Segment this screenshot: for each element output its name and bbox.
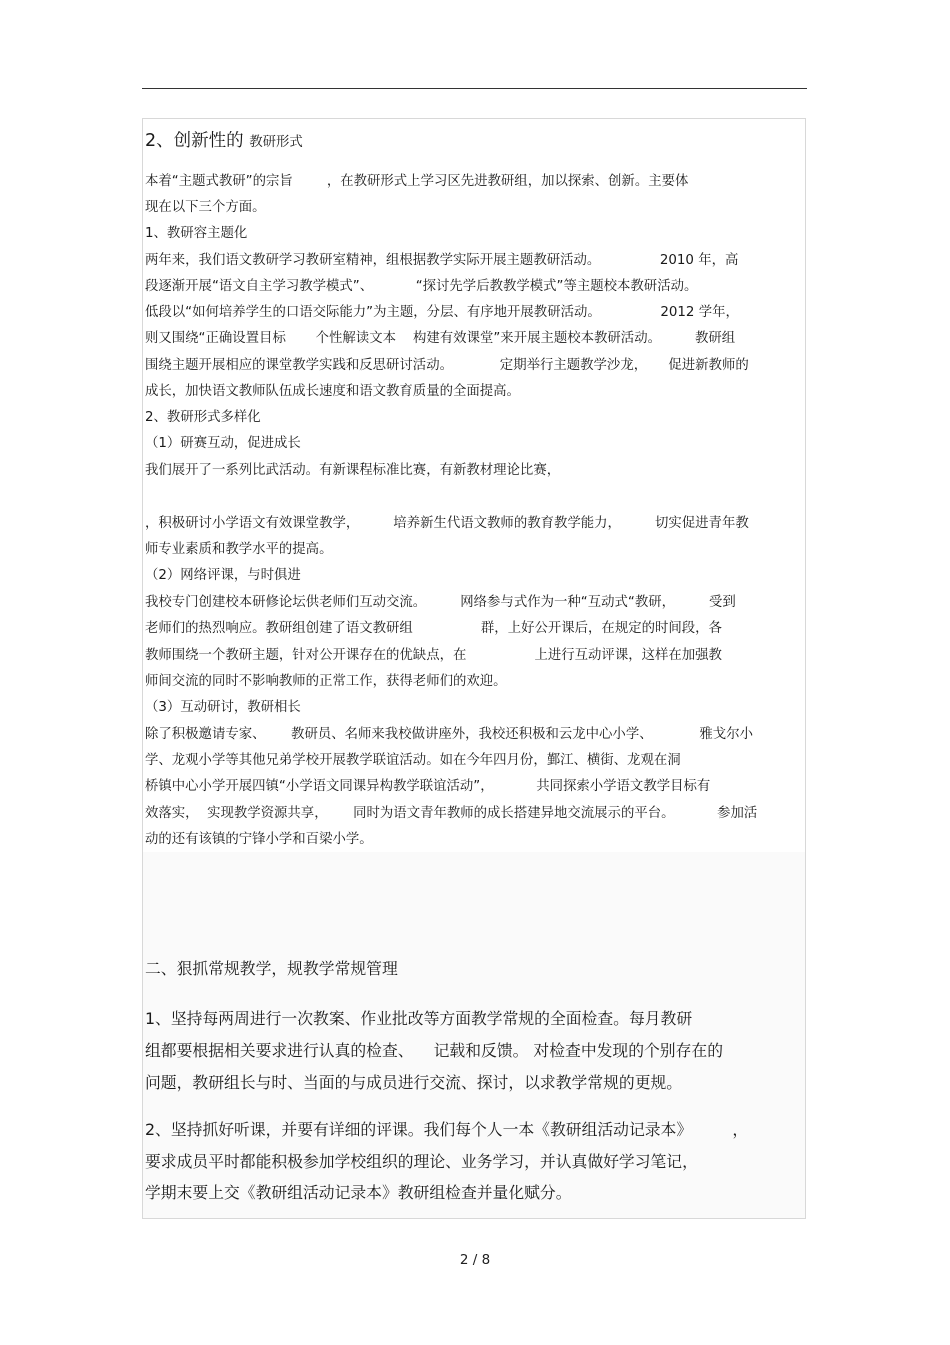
text-line: 教师围绕一个教研主题，针对公开课存在的优缺点，在 上进行互动评课，这样在加强教 <box>145 648 722 663</box>
text-line: 1、坚持每两周进行一次教案、作业批改等方面教学常规的全面检查。每月教研 <box>145 1009 693 1028</box>
text-line: 动的还有该镇的宁锋小学和百梁小学。 <box>145 832 373 847</box>
text-line: 两年来，我们语文教研学习教研室精神，组根据教学实际开展主题教研活动。 2010 年，高 <box>145 253 739 268</box>
text-line: 本着“主题式教研”的宗旨 ，在教研形式上学习区先进教研组，加以探索、创新。主要体 <box>145 174 689 189</box>
text-line: 师专业素质和教学水平的提高。 <box>145 542 333 557</box>
text-line: 问题，教研组长与时、当面的与成员进行交流、探讨，以求教学常规的更规。 <box>145 1073 683 1092</box>
text-line: 学、龙观小学等其他兄弟学校开展教学联谊活动。如在今年四月份，鄞江、横街、龙观在洞 <box>145 753 681 768</box>
text-line: 2、坚持抓好听课，并要有详细的评课。我们每个人一本《教研组活动记录本》 ， <box>145 1120 749 1139</box>
text-line: 组都要根据相关要求进行认真的检查、 记载和反馈。 对检查中发现的个别存在的 <box>145 1041 723 1060</box>
text-line: 段逐渐开展“语文自主学习教学模式”、 “探讨先学后教教学模式”等主题校本教研活动。 <box>145 279 698 294</box>
text-line: 老师们的热烈响应。教研组创建了语文教研组 群，上好公开课后，在规定的时间段，各 <box>145 621 722 636</box>
subheading: （2）网络评课，与时俱进 <box>145 568 301 583</box>
text-line: 桥镇中心小学开展四镇“小学语文同课异构教学联谊活动”， 共同探索小学语文教学目标有 <box>145 779 711 794</box>
subheading: 1、教研容主题化 <box>145 226 248 241</box>
text-line: 我们展开了一系列比武活动。有新课程标准比赛，有新教材理论比赛， <box>145 463 561 478</box>
text-line: 除了积极邀请专家、 教研员、名师来我校做讲座外，我校还积极和云龙中心小学、 雅戈尔小 <box>145 727 753 742</box>
header-rule <box>142 88 807 89</box>
text-line: 则又围绕“正确设置目标 个性解读文本 构建有效课堂”来开展主题校本教研活动。 教研组 <box>145 331 736 346</box>
text-line: 学期末要上交《教研组活动记录本》教研组检查并量化赋分。 <box>145 1183 572 1202</box>
page-number: 2 / 8 <box>459 1252 491 1268</box>
section-title: 二、狠抓常规教学，规教学常规管理 <box>145 959 398 978</box>
text-line: ，积极研讨小学语文有效课堂教学， 培养新生代语文教师的教育教学能力， 切实促进青年教 <box>145 516 749 531</box>
text-line: 现在以下三个方面。 <box>145 200 266 215</box>
text-line: 要求成员平时都能积极参加学校组织的理论、业务学习，并认真做好学习笔记， <box>145 1152 698 1171</box>
text-line: 围绕主题开展相应的课堂教学实践和反思研讨活动。 定期举行主题教学沙龙， 促进新教师的 <box>145 358 749 373</box>
text-line: 师间交流的同时不影响教师的正常工作，获得老师们的欢迎。 <box>145 674 507 689</box>
text-line: 成长，加快语文教师队伍成长速度和语文教育质量的全面提高。 <box>145 384 520 399</box>
text-line: 我校专门创建校本研修论坛供老师们互动交流。 网络参与式作为一种“互动式“教研， 受到 <box>145 595 736 610</box>
text-line: 效落实， 实现教学资源共享， 同时为语文青年教师的成长搭建异地交流展示的平台。 参加活 <box>145 806 758 821</box>
text-line: 低段以“如何培养学生的口语交际能力”为主题，分层、有序地开展教研活动。 2012 学年， <box>145 305 739 320</box>
subheading: （3）互动研讨，教研相长 <box>145 700 301 715</box>
subheading: 2、教研形式多样化 <box>145 410 261 425</box>
section-heading: 2、创新性的 教研形式 <box>145 131 303 151</box>
subheading: （1）研赛互动，促进成长 <box>145 436 301 451</box>
